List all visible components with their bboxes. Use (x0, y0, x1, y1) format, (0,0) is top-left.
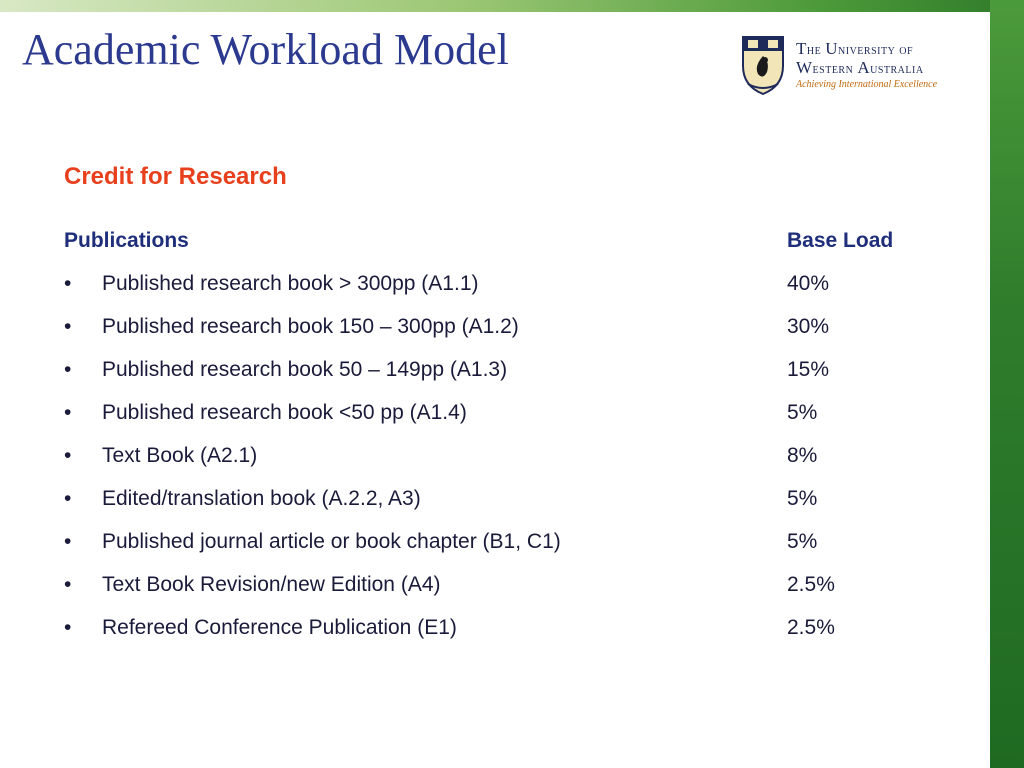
bullet-icon: • (64, 616, 72, 639)
bullet-icon: • (64, 315, 72, 338)
bullet-icon: • (64, 487, 72, 510)
bullet-icon: • (64, 573, 72, 596)
university-tagline: Achieving International Excellence (796, 79, 938, 90)
row-value: 30% (787, 315, 830, 338)
top-green-bar (0, 0, 1024, 12)
row-value: 15% (787, 358, 830, 381)
row-label: Text Book Revision/new Edition (A4) (102, 573, 441, 596)
bullet-icon: • (64, 272, 72, 295)
university-name (796, 40, 924, 78)
row-label: Text Book (A2.1) (102, 444, 258, 467)
publications-table (64, 229, 944, 659)
table-row (64, 573, 944, 616)
university-crest-icon (740, 34, 786, 96)
bullet-icon: • (64, 530, 72, 553)
table-row (64, 401, 944, 444)
row-label: Published research book <50 pp (A1.4) (102, 401, 467, 424)
slide-title: Academic Workload Model (22, 25, 509, 74)
bullet-icon: • (64, 401, 72, 424)
table-row (64, 616, 944, 659)
table-row (64, 272, 944, 315)
table-row (64, 530, 944, 573)
table-row (64, 315, 944, 358)
table-row (64, 487, 944, 530)
bullet-icon: • (64, 444, 72, 467)
row-label: Published research book 50 – 149pp (A1.3) (102, 358, 508, 381)
row-value: 8% (787, 444, 818, 467)
bullet-icon: • (64, 358, 72, 381)
row-label: Edited/translation book (A.2.2, A3) (102, 487, 421, 510)
row-label: Published research book > 300pp (A1.1) (102, 272, 479, 295)
section-heading: Credit for Research (64, 163, 287, 190)
header-base-load: Base Load (787, 229, 894, 252)
university-name-line1: The University of (796, 39, 914, 58)
row-label: Published research book 150 – 300pp (A1.2) (102, 315, 519, 338)
row-value: 5% (787, 530, 818, 553)
row-value: 40% (787, 272, 830, 295)
university-logo (740, 34, 960, 98)
row-label: Refereed Conference Publication (E1) (102, 616, 457, 639)
row-value: 2.5% (787, 573, 835, 596)
right-green-bar (990, 0, 1024, 768)
table-row (64, 444, 944, 487)
row-value: 5% (787, 487, 818, 510)
table-row (64, 358, 944, 401)
university-name-line2: Western Australia (796, 58, 924, 77)
table-header-row (64, 229, 944, 272)
row-value: 2.5% (787, 616, 835, 639)
row-label: Published journal article or book chapter (B1, C1) (102, 530, 561, 553)
header-publications: Publications (64, 229, 189, 252)
row-value: 5% (787, 401, 818, 424)
